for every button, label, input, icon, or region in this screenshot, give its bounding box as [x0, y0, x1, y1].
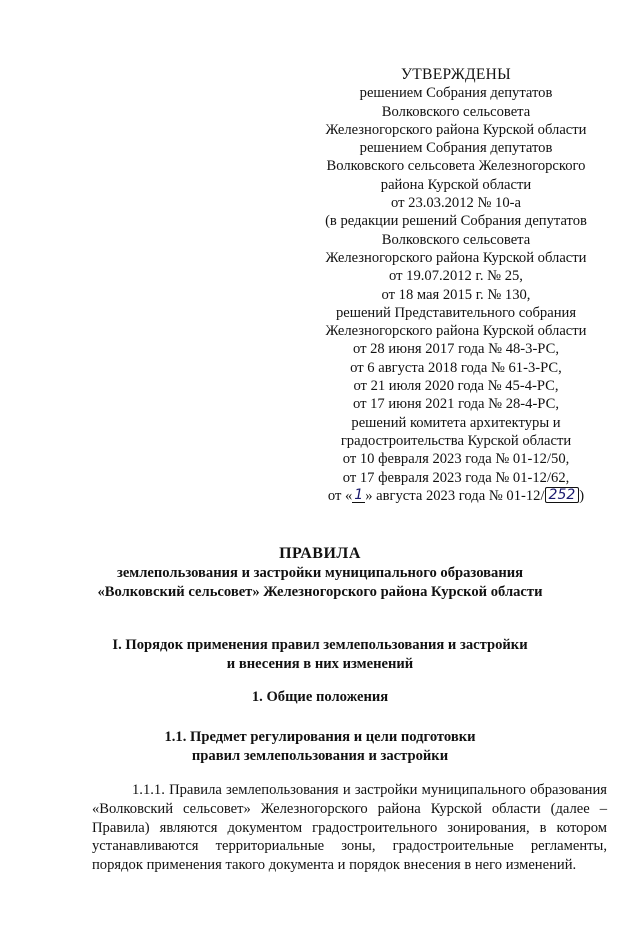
approval-line: от 17 февраля 2023 года № 01-12/62,: [342, 469, 570, 486]
approval-last-suffix: ): [579, 487, 585, 504]
approval-line: (в редакции решений Собрания депутатов: [325, 213, 587, 230]
approval-line: Железногорского района Курской области: [325, 121, 587, 138]
chapter-heading: [40, 688, 600, 707]
handwritten-day: 1: [354, 486, 364, 503]
chapter-title: 1. Общие положения: [251, 689, 389, 705]
rules-subtitle-line: землепользования и застройки муниципального образования: [116, 565, 524, 581]
approval-last-line: [300, 487, 612, 505]
approval-line: Волковского сельсовета: [381, 103, 531, 120]
approval-line: решений Представительного собрания: [335, 304, 577, 321]
paragraph-1-1-1: [92, 781, 607, 875]
approval-line: Железногорского района Курской области: [325, 249, 587, 266]
handwritten-number: 252: [545, 487, 580, 503]
paragraph-text: Правила землепользования и застройки муниципального образования «Волковский сельсовет» Железногорского района Курской области (далее – Правила) являются документом градостроительного зонирования, в котором устанавливаются территориальные зоны, градостроительные регламенты, порядок применения такого документа и порядок внесения в него изменений.: [92, 782, 607, 874]
approval-line: от 21 июля 2020 года № 45-4-РС,: [353, 378, 559, 395]
rules-title-block: [40, 544, 600, 601]
section-heading-line: и внесения в них изменений: [226, 656, 414, 672]
approval-line: решений комитета архитектуры и: [351, 414, 561, 431]
section-heading: [40, 636, 600, 674]
approval-line: градостроительства Курской области: [340, 432, 572, 449]
approval-line: от 18 мая 2015 г. № 130,: [381, 286, 531, 303]
approval-line: решением Собрания депутатов: [359, 140, 553, 157]
paragraph-number: 1.1.1.: [132, 782, 165, 798]
approval-heading: УТВЕРЖДЕНЫ: [401, 66, 511, 83]
section-heading-line: I. Порядок применения правил землепользования и застройки: [112, 637, 528, 653]
approval-line: от 19.07.2012 г. № 25,: [389, 268, 523, 285]
rules-title: ПРАВИЛА: [279, 545, 361, 562]
approval-block: [300, 66, 612, 505]
subsection-heading-line: 1.1. Предмет регулирования и цели подготовки: [164, 729, 476, 745]
rules-subtitle-line: «Волковский сельсовет» Железногорского района Курской области: [97, 583, 543, 600]
approval-line: района Курской области: [380, 176, 532, 193]
approval-line: Волковского сельсовета: [381, 231, 531, 248]
subsection-heading: [40, 728, 600, 766]
approval-line: решением Собрания депутатов: [359, 85, 553, 102]
approval-line: Железногорского района Курской области: [325, 323, 587, 340]
approval-last-prefix: от «: [327, 487, 353, 504]
approval-line: от 28 июня 2017 года № 48-3-РС,: [352, 341, 559, 358]
approval-line: от 23.03.2012 № 10-а: [391, 195, 521, 212]
approval-line: от 10 февраля 2023 года № 01-12/50,: [342, 451, 570, 468]
subsection-heading-line: правил землепользования и застройки: [191, 748, 449, 764]
approval-last-middle: » августа 2023 года № 01-12/: [365, 487, 545, 504]
approval-line: Волковского сельсовета Железногорского: [326, 158, 586, 175]
approval-line: от 17 июня 2021 года № 28-4-РС,: [352, 396, 559, 413]
approval-line: от 6 августа 2018 года № 61-3-РС,: [350, 359, 562, 376]
